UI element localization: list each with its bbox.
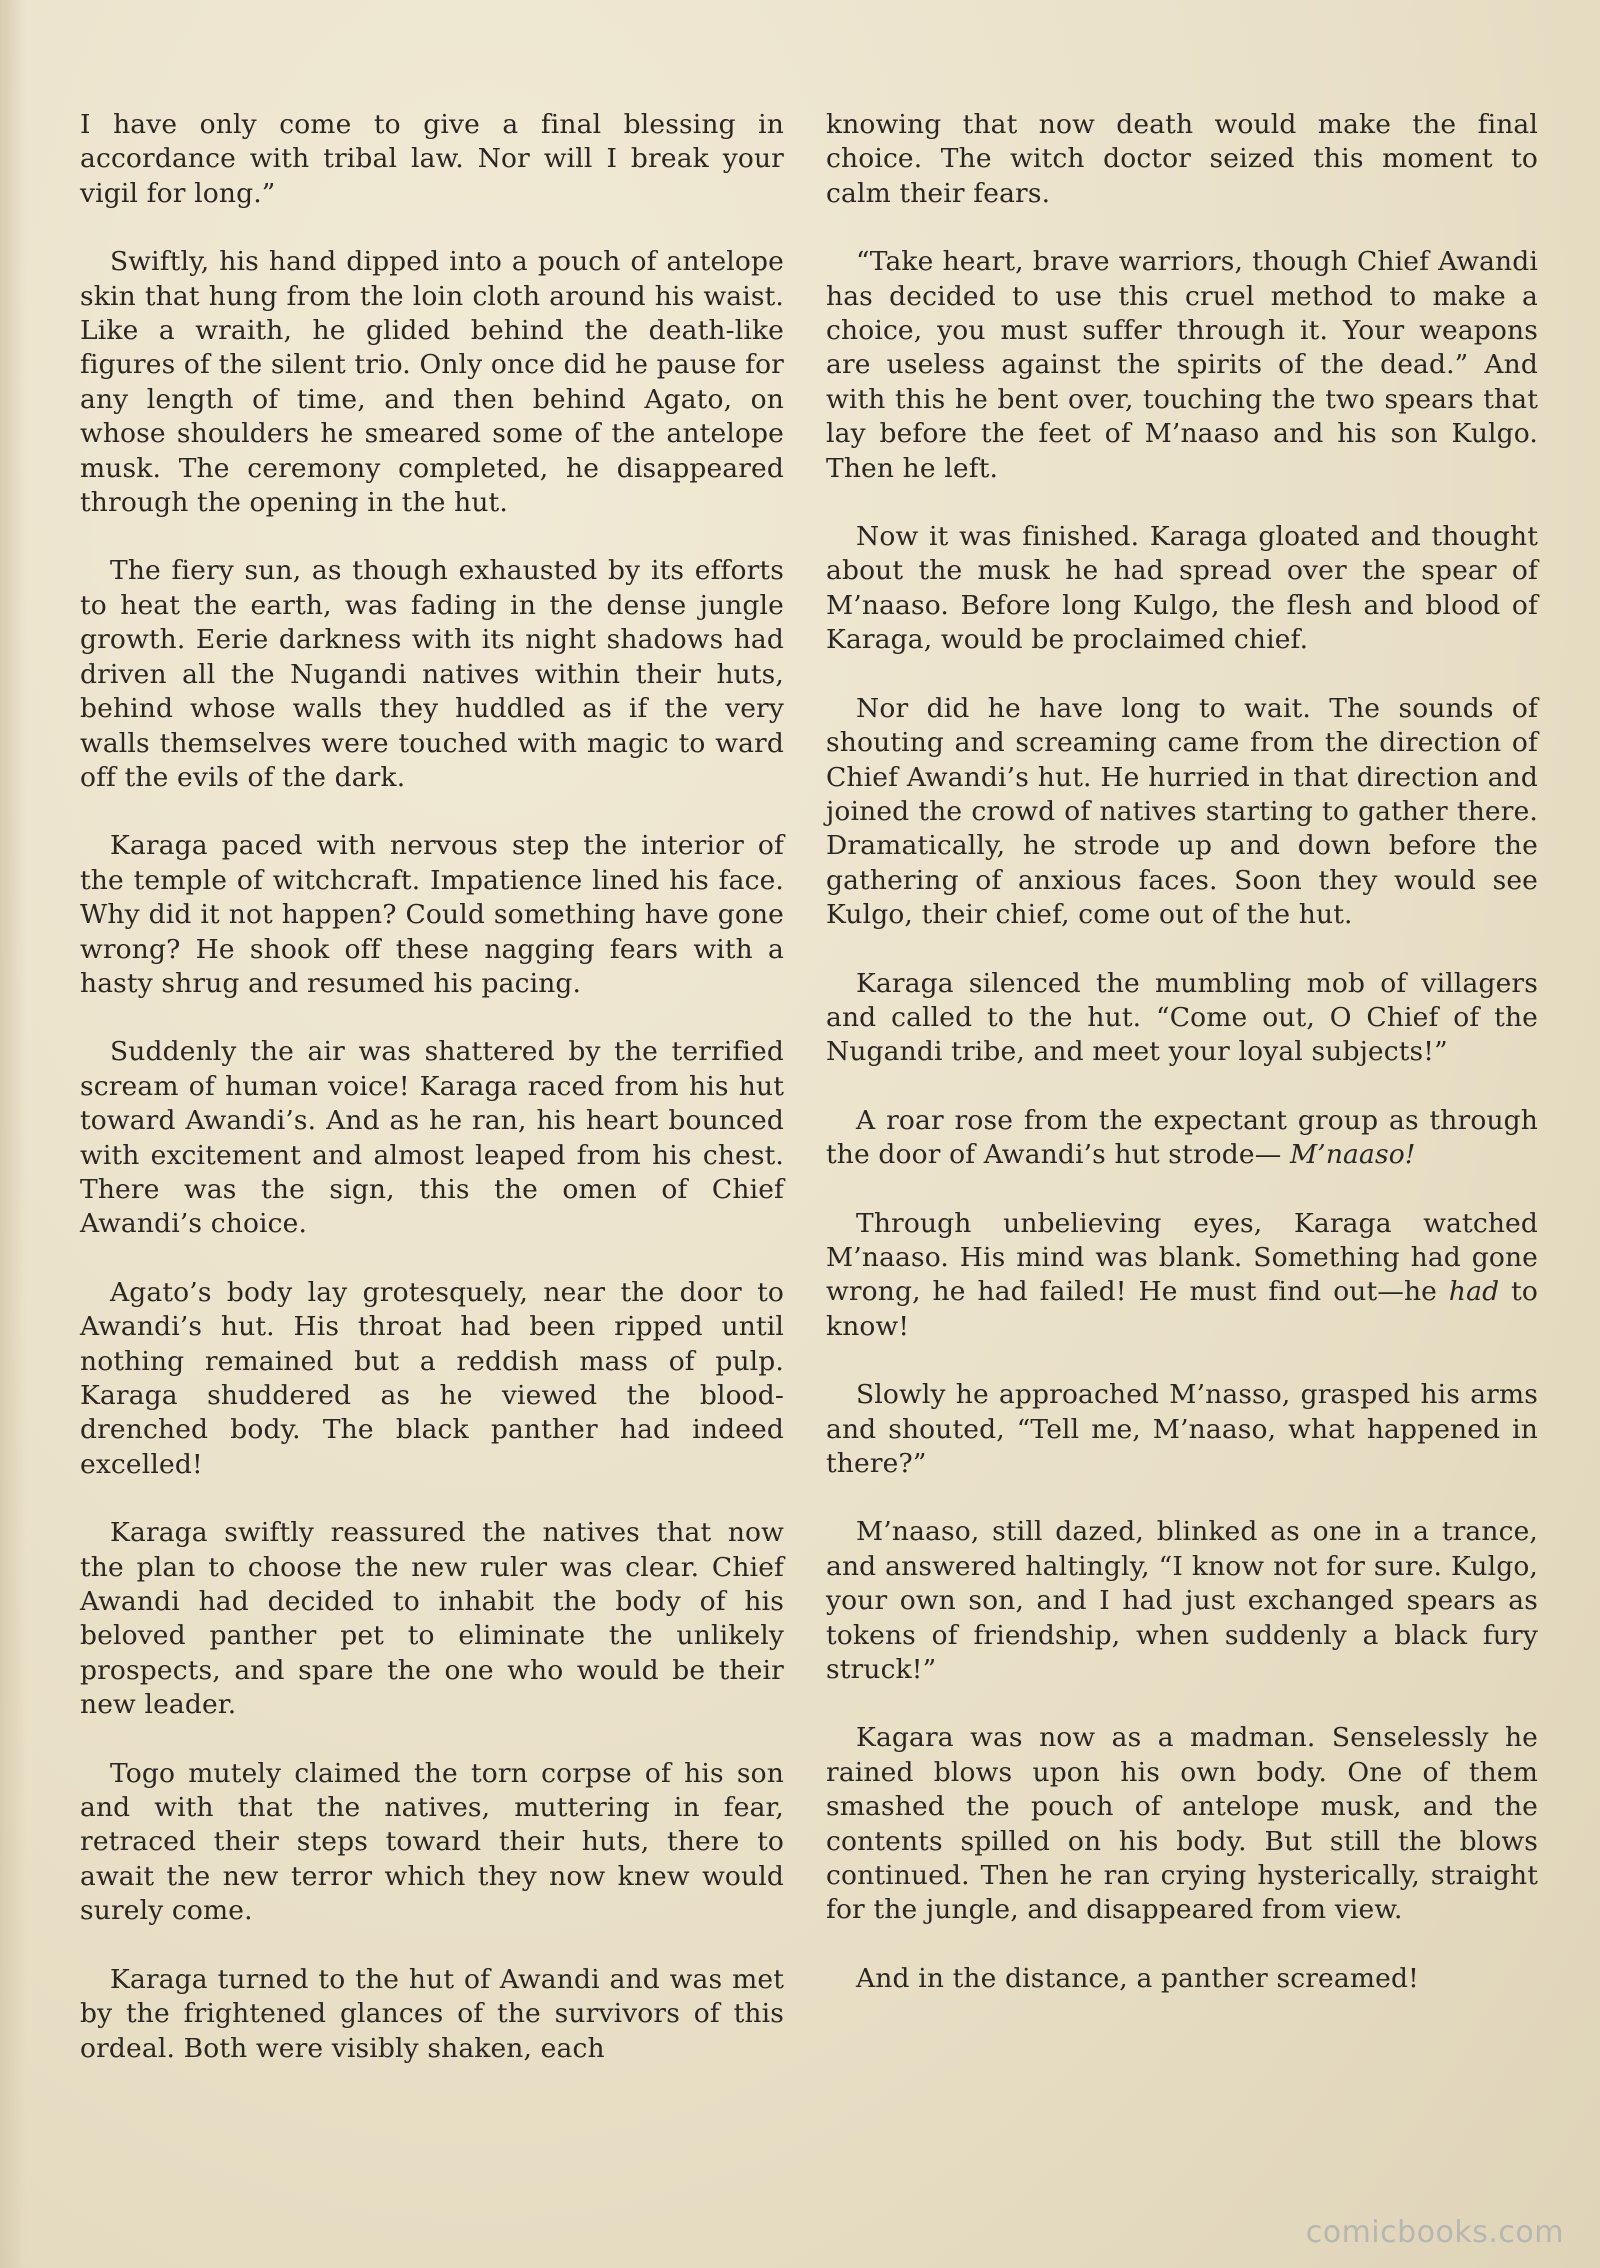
paragraph: Karaga turned to the hut of Awandi and was met by the frightened glances of the survivors of this ordeal. Both were visibly shaken, each	[80, 1963, 784, 2064]
paragraph-text: to know!	[826, 1276, 1538, 1342]
paragraph: Nor did he have long to wait. The sounds of shouting and screaming came from the direction of Chief Awandi’s hut. He hurried in that direction and joined the crowd of natives starting to gather there. Dramatically, he strode up and down before the gathering of anxious faces. Soon they would see Kulgo, their chief, come out of the hut.	[826, 692, 1538, 931]
paragraph-text: Through unbelieving eyes, Karaga watched M’naaso. His mind was blank. Something had gone wrong, he had failed! He must find out—he	[826, 1207, 1538, 1308]
paragraph: And in the distance, a panther screamed!	[856, 1962, 1419, 1994]
emphasis-text: had	[1448, 1276, 1500, 1308]
paragraph: Suddenly the air was shattered by the terrified scream of human voice! Karaga raced from his hut toward Awandi’s. And as he ran, his heart bounced with excitement and almost leaped from his chest. There was the sign, this the omen of Chief Awandi’s choice.	[80, 1036, 784, 1240]
right-text-column	[826, 108, 1538, 2030]
watermark: comicbooks.com	[1305, 2215, 1564, 2250]
paragraph: The fiery sun, as though exhausted by its efforts to heat the earth, was fading in the dense jungle growth. Eerie darkness with its night shadows had driven all the Nugandi natives within their huts, behind whose walls they huddled as if the very walls themselves were touched with magic to ward off the evils of the dark.	[80, 555, 784, 793]
paragraph: knowing that now death would make the final choice. The witch doctor seized this moment to calm their fears.	[826, 109, 1538, 209]
paragraph: “Take heart, brave warriors, though Chief Awandi has decided to use this cruel method to make a choice, you must suffer through it. Your weapons are useless against the spirits of the dead.” And with this he bent over, touching the two spears that lay before the feet of M’naaso and his son Kulgo. Then he left.	[826, 246, 1538, 484]
paragraph: Kagara was now as a madman. Senselessly he rained blows upon his own body. One of them smashed the pouch of antelope musk, and the contents spilled on his body. But still the blows continued. Then he ran crying hysterically, straight for the jungle, and disappeared from view.	[826, 1722, 1538, 1926]
paragraph: M’naaso, still dazed, blinked as one in a trance, and answered haltingly, “I know not for sure. Kulgo, your own son, and I had just exchanged spears as tokens of friendship, when suddenly a black fury struck!”	[826, 1516, 1538, 1686]
emphasis-text: M’naaso!	[1289, 1139, 1416, 1171]
paragraph: Now it was finished. Karaga gloated and thought about the musk he had spread over the spear of M’naaso. Before long Kulgo, the flesh and blood of Karaga, would be proclaimed chief.	[826, 521, 1538, 656]
paragraph: Karaga paced with nervous step the interior of the temple of witchcraft. Impatience lined his face. Why did it not happen? Could something have gone wrong? He shook off these nagging fears with a hasty shrug and resumed his pacing.	[80, 830, 784, 999]
paragraph: Togo mutely claimed the torn corpse of his son and with that the natives, muttering in fear, retraced their steps toward their huts, there to await the new terror which they now knew would surely come.	[80, 1757, 784, 1927]
paragraph: I have only come to give a final blessing in accordance with tribal law. Nor will I break your vigil for long.”	[80, 109, 784, 209]
paragraph: Karaga swiftly reassured the natives that now the plan to choose the new ruler was clear. Chief Awandi had decided to inhabit the body of his beloved panther pet to eliminate the unlikely prospects, and spare the one who would be their new leader.	[80, 1517, 784, 1721]
paragraph-text: A roar rose from the expectant group as through the door of Awandi’s hut strode—	[826, 1104, 1538, 1171]
paragraph	[826, 1207, 1538, 1345]
paragraph: Swiftly, his hand dipped into a pouch of antelope skin that hung from the loin cloth around his waist. Like a wraith, he glided behind the death-like figures of the silent trio. Only once did he pause for any length of time, and then behind Agato, on whose shoulders he smeared some of the antelope musk. The ceremony completed, he disappeared through the opening in the hut.	[80, 246, 784, 519]
paragraph	[826, 1104, 1538, 1173]
page-gutter-shadow	[0, 0, 26, 2268]
paragraph: Agato’s body lay grotesquely, near the door to Awandi’s hut. His throat had been ripped until nothing remained but a reddish mass of pulp. Karaga shuddered as he viewed the blood-drenched body. The black panther had indeed excelled!	[80, 1276, 784, 1480]
left-text-column	[80, 108, 784, 2100]
paragraph: Slowly he approached M’nasso, grasped his arms and shouted, “Tell me, M’naaso, what happened in there?”	[826, 1379, 1538, 1479]
paragraph: Karaga silenced the mumbling mob of villagers and called to the hut. “Come out, O Chief of the Nugandi tribe, and meet your loyal subjects!”	[826, 967, 1538, 1068]
